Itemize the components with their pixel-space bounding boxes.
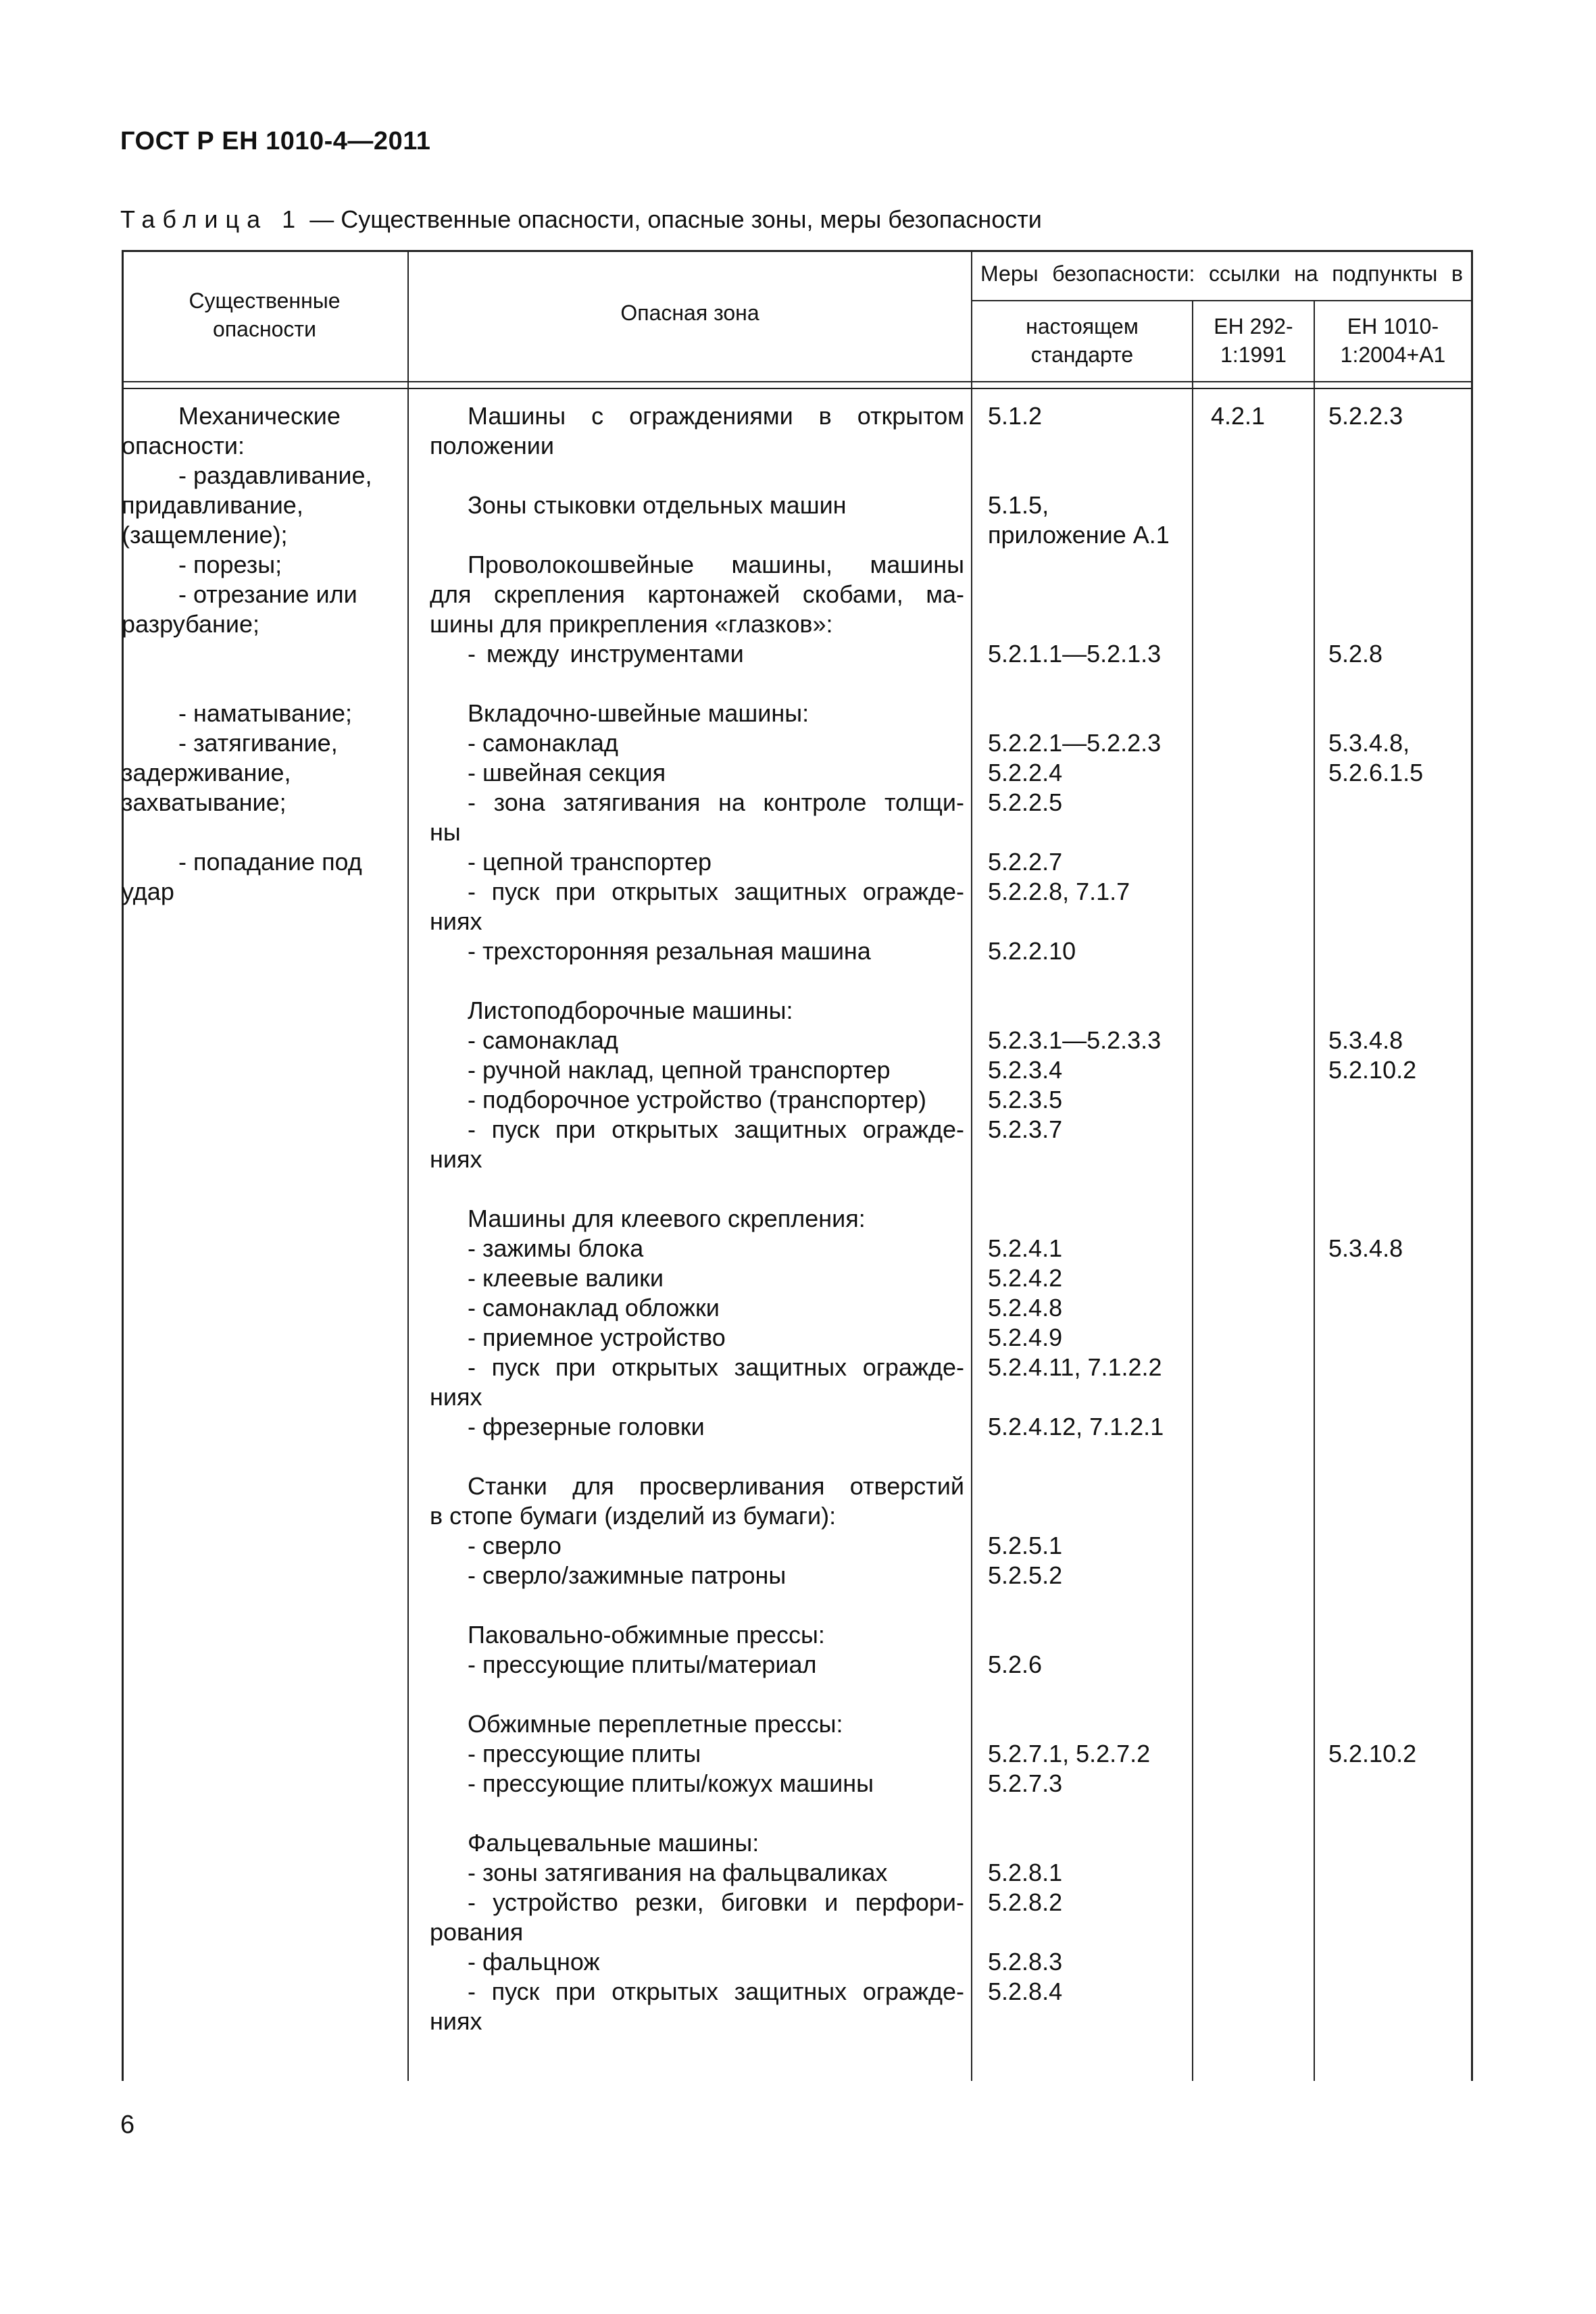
this-standard-ref: 5.2.6 — [988, 1651, 1043, 1678]
table-caption-text: — Существенные опасности, опасные зоны, меры безопасности — [303, 205, 1042, 233]
zone-line: - приемное устройство — [468, 1324, 726, 1351]
this-standard-ref: 5.2.2.5 — [988, 788, 1063, 816]
en1010-ref: 5.2.2.3 — [1328, 402, 1403, 430]
table-caption — [120, 205, 1042, 234]
header-en292-cell — [1193, 312, 1314, 369]
header-en292-line1: ЕН 292- — [1214, 314, 1293, 338]
header-hazard-cell — [122, 286, 407, 343]
zone-line: - зажимы блока — [468, 1234, 644, 1262]
hazard-line: - порезы; — [178, 551, 282, 578]
column-divider-measures — [971, 250, 972, 2081]
zone-line: ниях — [430, 2007, 482, 2035]
zone-line: Листоподборочные машины: — [468, 997, 793, 1024]
header-this-standard-cell — [972, 312, 1192, 369]
this-standard-ref: 5.2.2.1—5.2.2.3 — [988, 729, 1162, 757]
zone-line: рования — [430, 1918, 524, 1946]
en1010-ref: 5.2.10.2 — [1328, 1740, 1417, 1767]
this-standard-ref: 5.2.7.1, 5.2.7.2 — [988, 1740, 1151, 1767]
column-divider-en1010 — [1314, 301, 1315, 2081]
hazard-line: - попадание под — [178, 848, 362, 876]
this-standard-ref: 5.2.2.10 — [988, 937, 1076, 965]
zone-line: - зона затягивания на контроле толщи- — [468, 788, 964, 816]
zone-line: - устройство резки, биговки и перфори- — [468, 1888, 964, 1916]
zone-line: - прессующие плиты — [468, 1740, 701, 1767]
this-standard-ref: 5.2.2.7 — [988, 848, 1063, 876]
zone-line: Проволокошвейные машины, машины — [468, 551, 964, 578]
en1010-ref: 5.2.10.2 — [1328, 1056, 1417, 1084]
this-standard-ref: 5.2.8.4 — [988, 1978, 1063, 2005]
this-standard-ref: 5.2.5.2 — [988, 1561, 1063, 1589]
zone-line: ны — [430, 818, 461, 846]
this-standard-ref: 5.2.1.1—5.2.1.3 — [988, 640, 1162, 668]
header-zone-cell: Опасная зона — [620, 301, 759, 325]
zone-line: - подборочное устройство (транспортер) — [468, 1086, 927, 1113]
zone-line: Фальцевальные машины: — [468, 1829, 759, 1857]
this-standard-ref: 5.2.7.3 — [988, 1769, 1063, 1797]
this-standard-ref: 5.2.3.5 — [988, 1086, 1063, 1113]
zone-line: - пуск при открытых защитных огражде- — [468, 1978, 964, 2005]
measures-subheader-rule — [971, 300, 1473, 301]
zone-line: шины для прикрепления «глазков»: — [430, 610, 833, 638]
this-standard-ref: 5.2.3.4 — [988, 1056, 1063, 1084]
zone-line: - сверло/зажимные патроны — [468, 1561, 787, 1589]
zone-line: Зоны стыковки отдельных машин — [468, 491, 847, 519]
page-number: 6 — [120, 2111, 135, 2139]
this-standard-ref: 5.2.8.2 — [988, 1888, 1063, 1916]
this-standard-ref: 5.2.5.1 — [988, 1532, 1063, 1559]
zone-line: - трехсторонняя резальная машина — [468, 937, 871, 965]
header-double-rule-1 — [122, 381, 1473, 382]
hazard-line: - отрезание или — [178, 580, 357, 608]
zone-line: ниях — [430, 907, 482, 935]
this-standard-ref: приложение А.1 — [988, 521, 1170, 549]
hazard-line: задерживание, — [122, 759, 291, 786]
hazards-table — [122, 250, 1473, 2081]
this-standard-ref: 5.2.3.7 — [988, 1115, 1063, 1143]
header-hazard-line2: опасности — [213, 317, 316, 341]
this-standard-ref: 5.2.4.1 — [988, 1234, 1063, 1262]
this-standard-ref: 5.2.2.8, 7.1.7 — [988, 878, 1130, 905]
header-en1010-cell — [1315, 312, 1471, 369]
zone-line: - сверло — [468, 1532, 562, 1559]
en1010-ref: 5.2.6.1.5 — [1328, 759, 1424, 786]
hazard-line: удар — [122, 878, 174, 905]
header-en1010-line2: 1:2004+А1 — [1340, 343, 1446, 367]
hazard-line: (защемление); — [122, 521, 288, 549]
zone-line: в стопе бумаги (изделий из бумаги): — [430, 1502, 837, 1530]
en1010-ref: 5.3.4.8, — [1328, 729, 1410, 757]
header-measures-cell: Меры безопасности: ссылки на подпункты в — [980, 261, 1463, 286]
header-double-rule-2 — [122, 388, 1473, 389]
this-standard-ref: 5.2.8.1 — [988, 1859, 1063, 1886]
column-divider-zone — [407, 250, 409, 2081]
hazard-line: - раздавливание, — [178, 461, 372, 489]
zone-line: ниях — [430, 1383, 482, 1411]
hazard-line: опасности: — [122, 432, 245, 459]
header-this-standard-line2: стандарте — [1030, 343, 1134, 367]
table-right-border — [1471, 250, 1473, 2081]
zone-line: - самонаклад обложки — [468, 1294, 720, 1322]
zone-line: Машины для клеевого скрепления: — [468, 1205, 866, 1232]
hazard-line: - затягивание, — [178, 729, 338, 757]
header-hazard-line1: Существенные — [189, 288, 341, 313]
table-top-border — [122, 250, 1473, 252]
en1010-ref: 5.3.4.8 — [1328, 1026, 1403, 1054]
zone-line: - пуск при открытых защитных огражде- — [468, 1353, 964, 1381]
this-standard-ref: 5.2.4.9 — [988, 1324, 1063, 1351]
zone-line: положении — [430, 432, 554, 459]
zone-line: Обжимные переплетные прессы: — [468, 1710, 843, 1738]
zone-line: - ручной наклад, цепной транспортер — [468, 1056, 891, 1084]
header-this-standard-line1: настоящем — [1026, 314, 1139, 338]
this-standard-ref: 5.2.4.11, 7.1.2.2 — [988, 1353, 1162, 1381]
zone-line: - цепной транспортер — [468, 848, 712, 876]
zone-line: - самонаклад — [468, 729, 618, 757]
zone-line: - пуск при открытых защитных огражде- — [468, 878, 964, 905]
hazard-line: разрубание; — [122, 610, 259, 638]
zone-line: - прессующие плиты/материал — [468, 1651, 817, 1678]
this-standard-ref: 5.2.8.3 — [988, 1948, 1063, 1976]
this-standard-ref: 5.2.4.12, 7.1.2.1 — [988, 1413, 1164, 1440]
this-standard-ref: 5.1.5, — [988, 491, 1049, 519]
zone-line: - пуск при открытых защитных огражде- — [468, 1115, 964, 1143]
en1010-ref: 5.2.8 — [1328, 640, 1383, 668]
zone-line: Машины с ограждениями в открытом — [468, 402, 964, 430]
table-caption-label: Таблица 1 — [120, 205, 303, 233]
zone-line: Станки для просверливания отверстий — [468, 1472, 964, 1500]
this-standard-ref: 5.2.4.2 — [988, 1264, 1063, 1292]
this-standard-ref: 5.2.3.1—5.2.3.3 — [988, 1026, 1162, 1054]
zone-line: Паковально-обжимные прессы: — [468, 1621, 825, 1649]
column-divider-en292 — [1192, 301, 1193, 2081]
hazard-line: Механические — [178, 402, 341, 430]
header-en292-line2: 1:1991 — [1220, 343, 1287, 367]
zone-line: - швейная секция — [468, 759, 666, 786]
this-standard-ref: 5.2.2.4 — [988, 759, 1063, 786]
zone-line: - самонаклад — [468, 1026, 618, 1054]
this-standard-ref: 5.2.4.8 — [988, 1294, 1063, 1322]
en292-ref: 4.2.1 — [1211, 402, 1266, 430]
zone-line: - фальцнож — [468, 1948, 600, 1976]
zone-line: Вкладочно-швейные машины: — [468, 699, 809, 727]
document-header: ГОСТ Р ЕН 1010-4—2011 — [120, 127, 431, 155]
zone-line: - зоны затягивания на фальцваликах — [468, 1859, 888, 1886]
hazard-line: захватывание; — [122, 788, 286, 816]
header-en1010-line1: ЕН 1010- — [1347, 314, 1439, 338]
zone-line: - между инструментами — [468, 640, 744, 668]
hazard-line: придавливание, — [122, 491, 303, 519]
hazard-line: - наматывание; — [178, 699, 352, 727]
en1010-ref: 5.3.4.8 — [1328, 1234, 1403, 1262]
zone-line: - прессующие плиты/кожух машины — [468, 1769, 874, 1797]
zone-line: ниях — [430, 1145, 482, 1173]
this-standard-ref: 5.1.2 — [988, 402, 1043, 430]
zone-line: - клеевые валики — [468, 1264, 664, 1292]
zone-line: для скрепления картонажей скобами, ма- — [430, 580, 964, 608]
zone-line: - фрезерные головки — [468, 1413, 705, 1440]
